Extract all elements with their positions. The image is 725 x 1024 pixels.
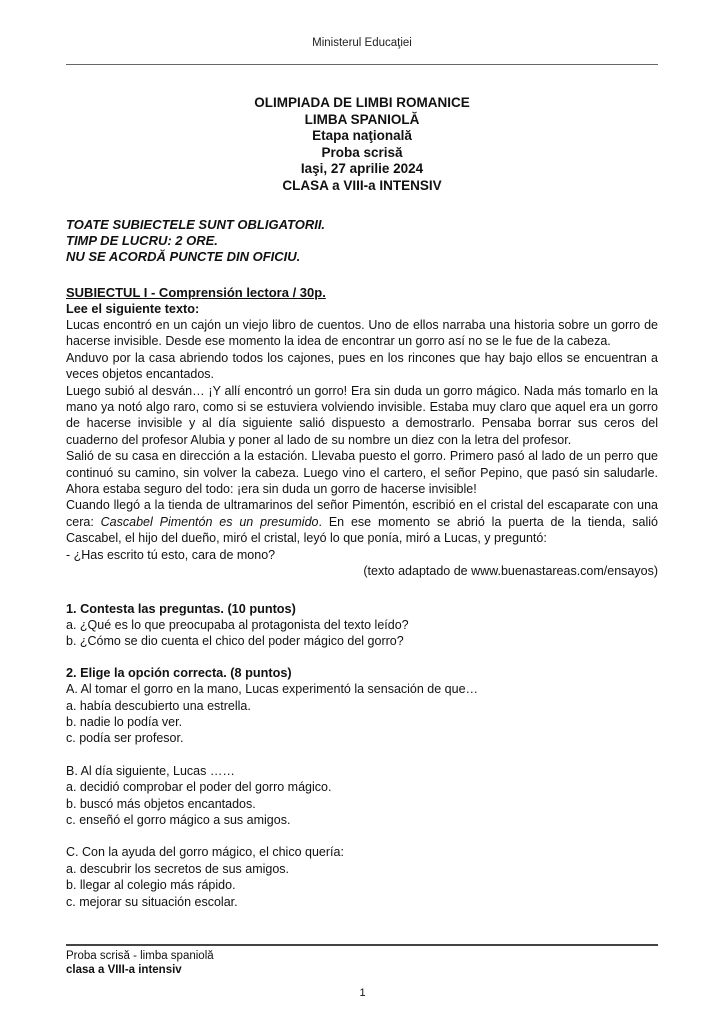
reading-lead: Lee el siguiente texto:: [66, 302, 200, 316]
reading-dialogue-line: - ¿Has escrito tú esto, cara de mono?: [66, 547, 276, 562]
title-block: [66, 95, 658, 194]
subject1-heading-text: SUBIECTUL I - Comprensión lectora / 30p.: [66, 285, 326, 300]
mc-stem-A: A. Al tomar el gorro en la mano, Lucas experimentó la sensación de que…: [66, 682, 479, 697]
mc-block-B: [66, 763, 658, 829]
mc-option: b. buscó más objetos encantados.: [66, 796, 256, 811]
mc-stem-C: C. Con la ayuda del gorro mágico, el chico quería:: [66, 845, 344, 860]
title-olympiad: OLIMPIADA DE LIMBI ROMANICE: [254, 95, 470, 110]
page-footer: [66, 944, 658, 977]
mc-block-C: [66, 844, 658, 910]
reading-paragraph-2: Anduvo por la casa abriendo todos los cajones, pues en los rincones que hay bajo ellos se encuentran a veces objetos encantados.: [66, 350, 658, 382]
mc-block-A: [66, 681, 658, 747]
mc-option: c. mejorar su situación escolar.: [66, 894, 238, 909]
mc-option: b. llegar al colegio más rápido.: [66, 878, 236, 893]
reading-paragraph-1: Lucas encontró en un cajón un viejo libro de cuentos. Uno de ellos narraba una historia sobre un gorro de hacerse invisible. Desde ese momento la idea de encontrar un gorro así no se le fue de la cabeza.: [66, 318, 658, 349]
notice-block: [66, 217, 658, 265]
page-number: 1: [359, 987, 366, 999]
notice-points: NU SE ACORDĂ PUNCTE DIN OFICIU.: [66, 249, 301, 264]
reading-paragraph-5: [66, 497, 658, 546]
exercise-2-heading: 2. Elige la opción correcta. (8 puntos): [66, 665, 292, 680]
mc-option: c. podía ser profesor.: [66, 731, 184, 746]
mc-option: a. descubrir los secretos de sus amigos.: [66, 861, 290, 876]
mc-option: b. nadie lo podía ver.: [66, 714, 183, 729]
mc-option: c. enseñó el gorro mágico a sus amigos.: [66, 812, 291, 827]
exercise-2: [66, 665, 658, 910]
footer-exam-label: Proba scrisă - limba spaniolă: [66, 950, 214, 962]
source-attribution: (texto adaptado de www.buenastareas.com/ensayos): [363, 564, 658, 579]
header-divider: [66, 64, 658, 65]
mc-option: a. decidió comprobar el poder del gorro mágico.: [66, 780, 332, 795]
footer-class-label: clasa a VIII-a intensiv: [66, 964, 182, 976]
paragraph-5-italic-phrase: Cascabel Pimentón es un presumido: [100, 514, 319, 529]
question-item-b: b. ¿Cómo se dio cuenta el chico del poder mágico del gorro?: [66, 634, 404, 649]
reading-text: [66, 317, 658, 563]
mc-stem-B: B. Al día siguiente, Lucas ……: [66, 763, 235, 778]
ministry-header: Ministerul Educaţiei: [312, 37, 412, 49]
notice-mandatory: TOATE SUBIECTELE SUNT OBLIGATORII.: [66, 217, 326, 232]
paragraph-5-plain: Cuando llegó a la tienda de ultramarinos del señor Pimentón, escribió en el cristal del escaparate con una cera:: [66, 498, 658, 529]
title-stage: Etapa naţională: [312, 128, 412, 143]
question-item-a: a. ¿Qué es lo que preocupaba al protagonista del texto leído?: [66, 617, 409, 632]
notice-time: TIMP DE LUCRU: 2 ORE.: [66, 233, 218, 248]
title-exam-type: Proba scrisă: [321, 144, 403, 160]
subject1-heading: [66, 285, 658, 301]
reading-paragraph-3: Luego subió al desván… ¡Y allí encontró un gorro! Era sin duda un gorro mágico. Nada más tomarlo en la mano ya notó algo raro, como si se estuviera volviendo invisible. Estaba muy claro que aquel era un gorro de hacerse invisible y al día siguiente salió dispuesto a demostrarlo. Pensaba borrar sus ceros del cuaderno del profesor Alubia y poner al lado de su nombre un diez con la letra del profesor.: [66, 383, 658, 447]
footer-divider: [66, 944, 658, 946]
paragraph-5-plain-end: . En ese momento se abrió la puerta de la tienda, salió Cascabel, el hijo del dueño, miró el cristal, leyó lo que ponía, miró a Lucas, y preguntó:: [66, 514, 659, 546]
title-language: LIMBA SPANIOLĂ: [304, 111, 420, 127]
reading-paragraph-4: Salió de su casa en dirección a la estación. Llevaba puesto el gorro. Primero pasó al lado de un perro que continuó su camino, sin volver la cabeza. Luego vino el cartero, el señor Pepino, que pasó sin saludarle. Ahora estaba seguro del todo: ¡era sin duda un gorro de hacerse invisible!: [66, 449, 658, 497]
exercise-1-heading: 1. Contesta las preguntas. (10 puntos): [66, 601, 296, 616]
title-location-date: Iaşi, 27 aprilie 2024: [300, 161, 424, 176]
mc-option: a. había descubierto una estrella.: [66, 698, 251, 713]
title-class: CLASA a VIII-a INTENSIV: [282, 177, 442, 193]
exercise-1: [66, 601, 658, 650]
